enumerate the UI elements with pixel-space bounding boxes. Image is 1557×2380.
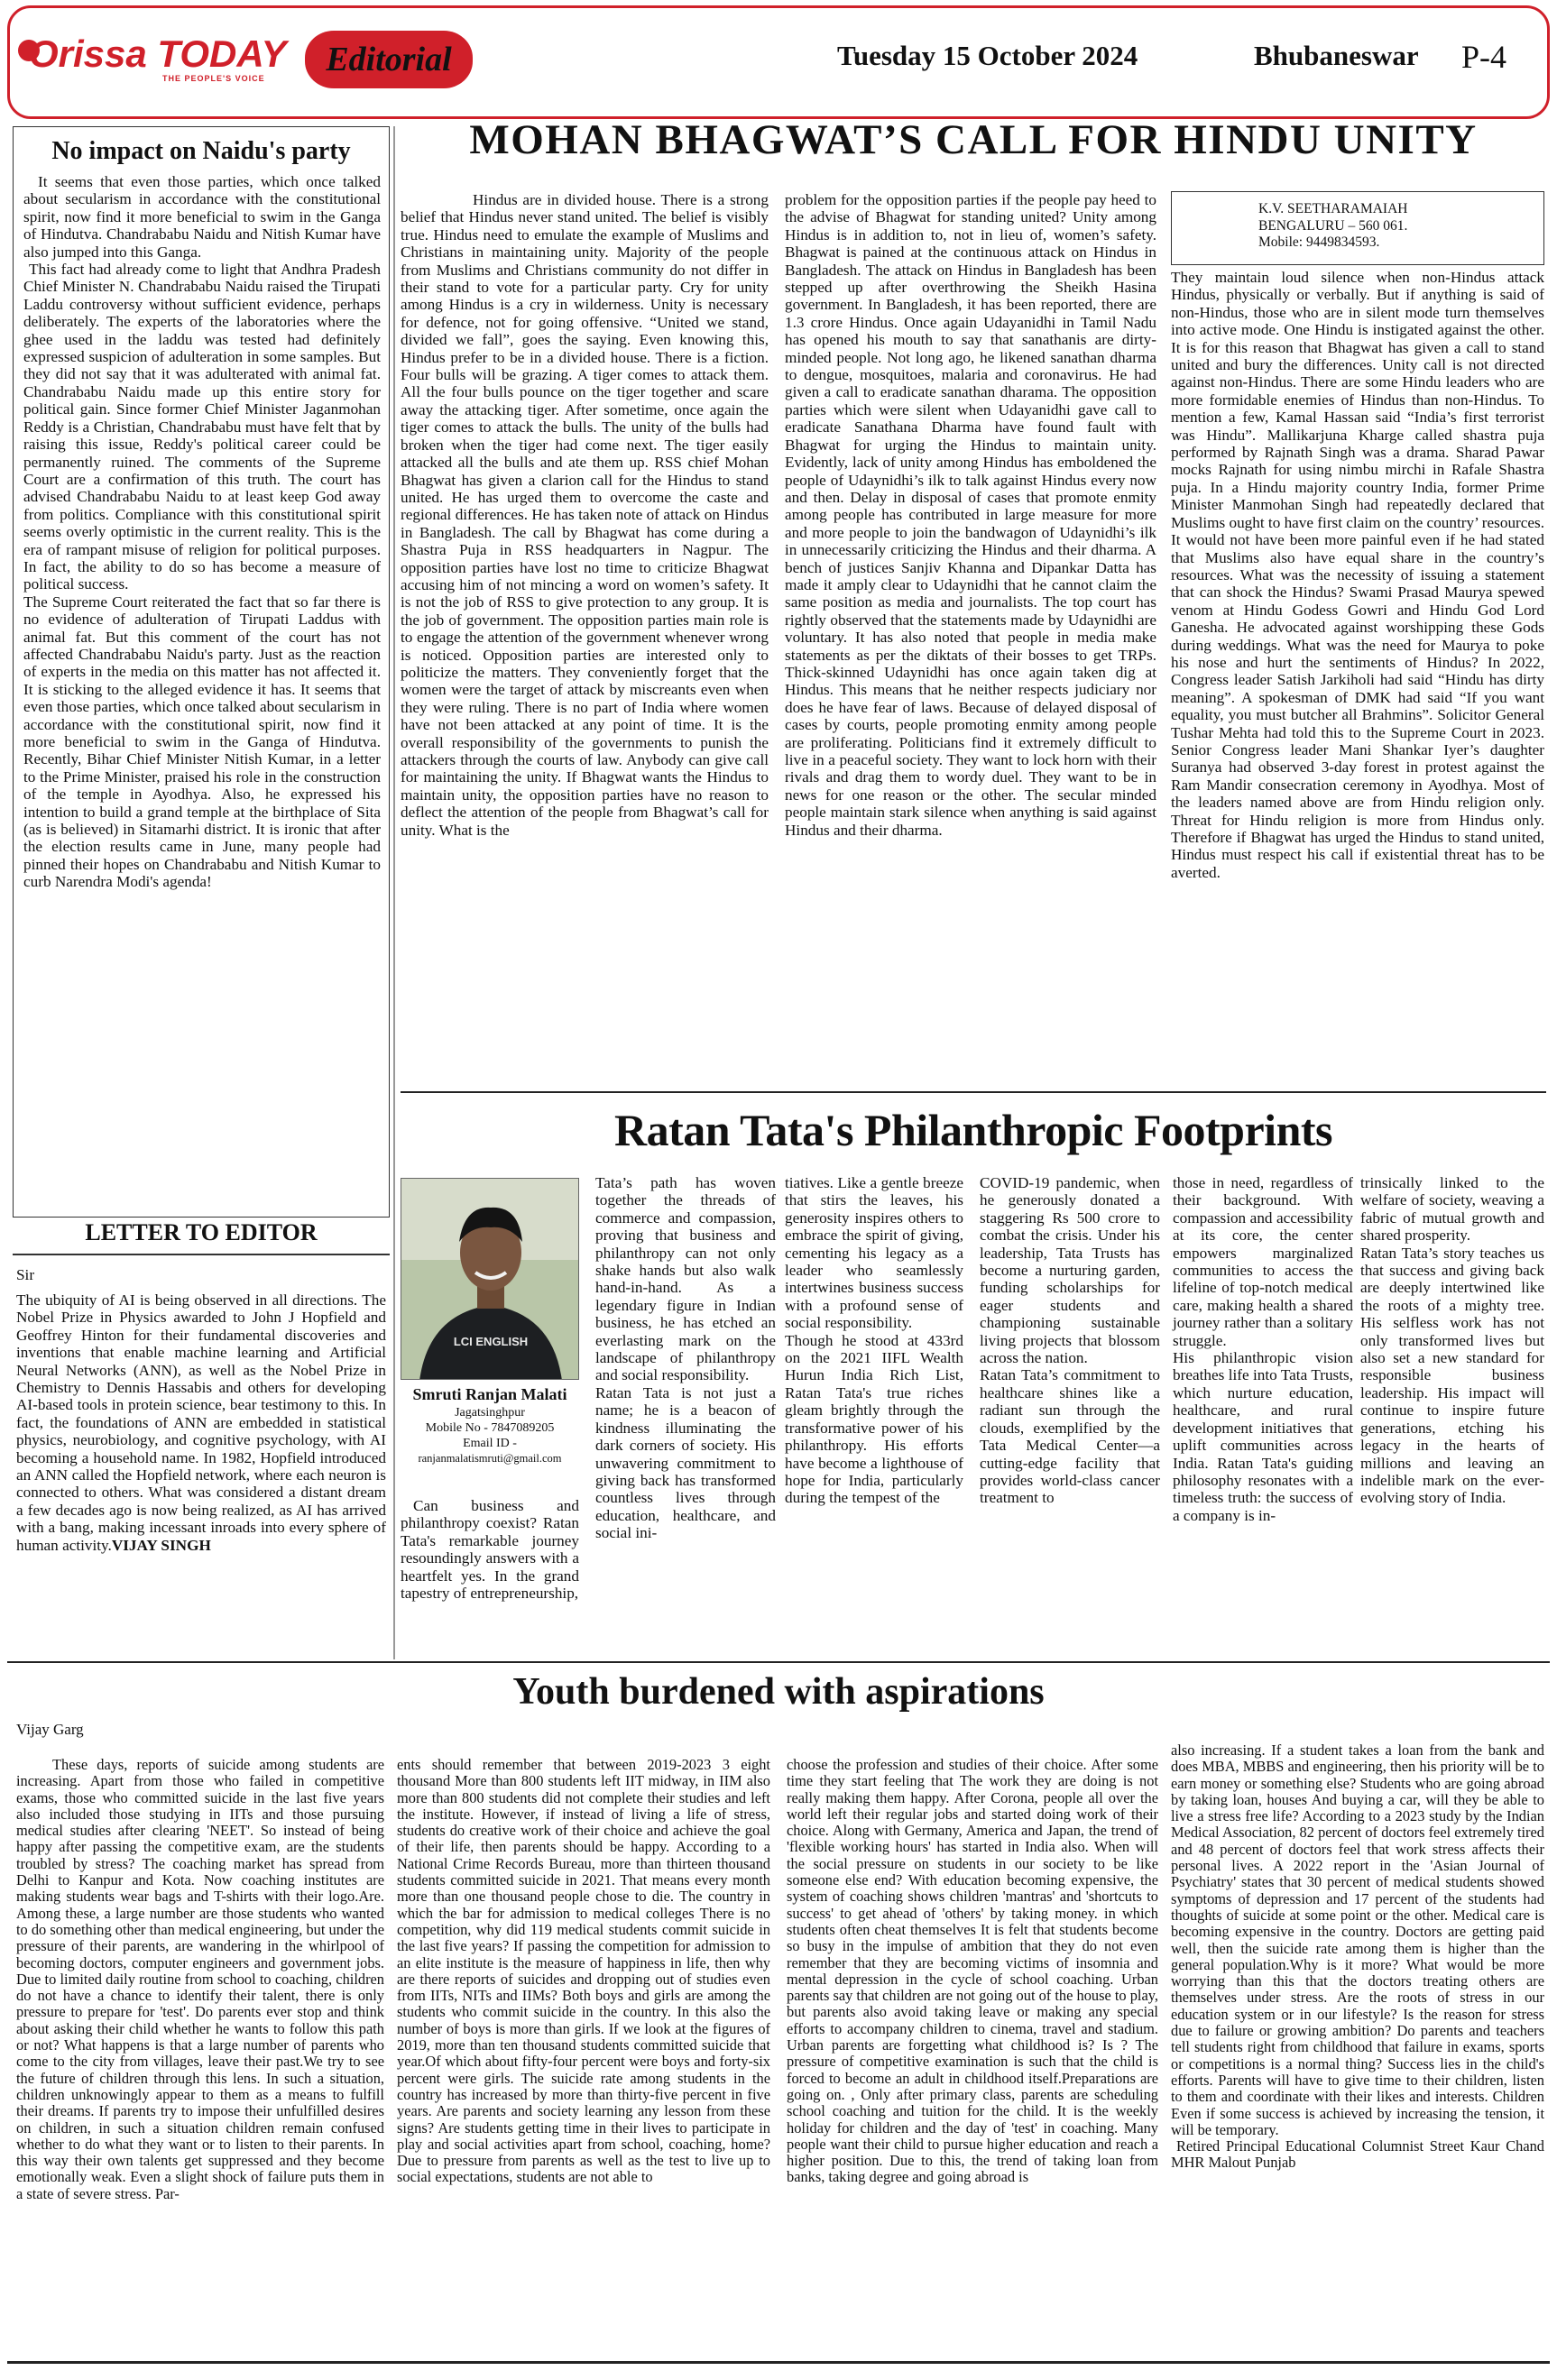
ratan-author-name: Smruti Ranjan Malati (412, 1385, 567, 1403)
naidu-paragraph: It seems that even those parties, which once talked about secularism in accordance with the constitutional spirit, now find it more beneficial to swim in the Ganga of Hindutva. Chandrababu Naidu and Nitish Kumar have also jumped into this Ganga. (23, 173, 381, 261)
youth-column-1: These days, reports of suicide among students are increasing. Apart from those who failed in competitive exams, those who committed suicide in the last five years also included those studying in IITs and those pursuing medical studies after clearing 'NEET'. So instead of being happy after passing the competitive exam, are the students troubled by stress? The coaching market has spread from Delhi to Kanpur and Kota. Now coaching institutes are making students wear bags and T-shirts with their logo.Are. Among these, a large number are those students who wanted to do something other than medical engineering, but under the pressure of their parents, are wandering in the whirlpool of becoming doctors, computer engineers and government jobs. Due to limited daily routine from school to coaching, children do not have a chance to identify their talent, there is only pressure to prepare for 'test'. Do parents ever stop and think about asking their child whether he wants to follow this path or not? What happens is that a large number of parents who come to the city from villages, leave their past.We try to see the future of children through this lens. In such a situation, children unknowingly appear to them as a means to fulfill their dreams. If parents try to impose their unfulfilled desires on children, in such a situation children remain confused whether to do what they want or to listen to their parents. In this way their own talents get suppressed and they become emotionally weak. Even a slight shock of failure puts them in a state of severe stress. Par- (16, 1756, 384, 2202)
logo-tagline: THE PEOPLE'S VOICE (162, 74, 265, 83)
newspaper-logo (29, 32, 287, 83)
divider (13, 1254, 390, 1255)
author-email-label: Email ID - (463, 1437, 517, 1450)
ratan-column-4: those in need, regardless of their background. With compassion and accessibility at its core, the center empowers marginalized communities to access the lifeline of top-notch medical care, making health a shared journey rather than a solitary struggle. His philanthropic vision breathes life into Tata Trusts, which nurture education, healthcare, and rural development initiatives that uplift communities across India. Ratan Tata's guiding philosophy resonates with a timeless truth: the success of a company is in- (1173, 1174, 1353, 1524)
youth-headline: Youth burdened with aspirations (512, 1671, 1045, 1713)
author-email: ranjanmalatismruti@gmail.com (418, 1452, 562, 1465)
edition-city: Bhubaneswar (1254, 40, 1419, 71)
author-photo (401, 1178, 579, 1380)
ratan-author-details (401, 1405, 579, 1466)
mohan-column-3: They maintain loud silence when non-Hindus attack Hindus, physically or verbally. But if anything is said of non-Hindus, those who are in silent mode turn themselves into active mode. One Hindu is instigated against the other. It is for this reason that Bhagwat has given a call to stand united and bury the differences. Unity call is not directed against non-Hindus. There are some Hindu leaders who are more formidable enemies of Hindus than non-Hindus. To mention a few, Kamal Hassan said “India’s first terrorist was Hindu”. Mallikarjuna Kharge called shastra puja performed by Rajnath Singh was a drama. Sharad Pawar mocks Rajnath for using nimbu mirchi in Rafale Shastra puja. In a Hindu majority country India, former Prime Minister Manmohan Singh had repeatedly declared that Muslims ought to have first claim on the country’ resources. It would not have been more painful even if he had stated that Muslims also have equal share in the country’s resources. What was the necessity of issuing a statement that can shock the Hindus? Swami Prasad Maurya spewed venom at Hindu Godess Gowri and Hindu God Lord Ganesha. He advocated against worshipping these Gods during weddings. What was the need for Maurya to poke his nose and hurt the sentiments of Hindus? In 2022, Congress leader Satish Jarkiholi had said “Hindu has dirty meaning”. A spokesman of DMK had said “If you want equality, you must butcher all Brahmins”. Solicitor General Tushar Mehta had told this to the Supreme Court in 2023. Senior Congress leader Mani Shankar Iyer’s daughter Suranya had observed 3-day forest in protest against the Ram Mandir consecration ceremony in Ayodhya. Most of the leaders named above are from Hindu religion only. Threat for Hindu religion is more from Hindus only. Therefore if Bhagwat has urged the Hindus to stand united, Hindus must respect his call if existential threat has to be averted. (1171, 269, 1545, 881)
youth-column-3: choose the profession and studies of their choice. After some time they start feeling that The work they are doing is not really making them happy. After Corona, people all over the world left their regular jobs and started doing work of their choice. Along with Germany, America and Japan, the trend of 'flexible working hours' has started in India also. When will the social pressure on students in our society to be like someone else end? With education becoming expensive, the system of coaching shows children 'mantras' and 'shortcuts to success' to get ahead of 'others' by taking money. in which students often cheat themselves It is felt that students become so busy in the impulse of ambition that they do not even remember that they are becoming victims of insomnia and mental depression in the cycle of school coaching. Urban parents say that children are not going out of the house to play, but parents also avoid taking leave or making any special efforts to accompany children to cinema, travel and stadium. Urban parents are forgetting what childhood is? Is ? The pressure of competitive examination is such that the child is forced to become an adult in childhood itself.Preparations are going on. , Only after primary class, parents are scheduling school coaching and tuition for the child. It is the weekly holiday for children and the day of 'test' in coaching. Many people want their child to pursue higher education and reach a higher position. Due to this, the trend of taking loan from banks, taking degree and going abroad is (787, 1756, 1158, 2186)
author-portrait-image (401, 1179, 579, 1380)
mohan-column-1: Hindus are in divided house. There is a strong belief that Hindus never stand united. The belief is visibly true. Hindus need to emulate the example of Muslims and Christians in maintaining unity. Majority of the people from Muslims and Christians community do not differ in their stand to vote for a particular party. Cry for unity among Hindus is a cry in wilderness. Unity is necessary for defence, not for going offensive. “United we stand, divided we fall”, goes the saying. Even knowing this, Hindus prefer to be in a divided house. There is a fiction. Four bulls will be grazing. A tiger comes to attack them. All the four bulls pounce on the tiger together and scare away the attacking tiger. After sometime, once again the tiger comes to attack the bulls. The unity of the bulls had broken when the tiger had come next. The tiger easily attacked all the bulls and ate them up. RSS chief Mohan Bhagwat has given a clarion call for the Hindus to stand united. He has urged them to overcome the caste and regional differences. He has taken note of attack on Hindus in Bangladesh. The call by Bhagwat has come during a Shastra Puja in RSS headquarters in Nagpur. The opposition parties have lost no time to criticize Bhagwat accusing him of not mincing a word on women’s safety. It is not the job of RSS to give protection to any group. It is the job of government. The opposition parties main role is to engage the attention of the government whenever wrong is noticed. Opposition parties are interested only to politicize the matters. They conveniently forget that the women were the target of attack by miscreants even when they were ruling. There is no part of India where women have not been attacked at any point of time. It is the overall responsibility of the governments to punish the attackers through the courts of law. Anybody can give call for maintaining the unity. If Bhagwat wants the Hindus to maintain unity, the opposition parties have no reason to deflect the attention of the people from Bhagwat’s call for unity. What is the (401, 191, 769, 839)
naidu-paragraph: This fact had already come to light that Andhra Pradesh Chief Minister N. Chandrababu Naidu raised the Tirupati Laddu controversy without sufficient evidence, perhaps deliberately. The experts of the laboratories where the ghee used in the laddu was tested had definitely expressed suspicion of adulteration in some samples. But they did not say that it was adulterated with animal fat. Chandrababu Naidu made up this entire story for political gain. Since former Chief Minister Jaganmohan Reddy is a Christian, Chandrababu must have felt that by raising this issue, Reddy's political career could be permanently ruined. The comments of the Supreme Court are a confirmation of this truth. The court has advised Chandrababu Naidu to at least keep God away from politics. Compliance with this constitutional spirit seems overly optimistic in the current reality. This is the era of rampant misuse of religion for political purposes. In fact, the ability to do so has become a measure of political success. (23, 261, 381, 593)
ratan-column-3: COVID-19 pandemic, when he generously donated a staggering Rs 500 crore to combat the crisis. Under his leadership, Tata Trusts has become a nurturing garden, funding scholarships for eager students and championing sustainable living projects that blossom across the nation. Ratan Tata’s commitment to healthcare shines like a radiant sun through the clouds, exemplified by the Tata Medical Center—a cutting-edge facility that provides world-class cancer treatment to (980, 1174, 1160, 1507)
column-divider (393, 126, 395, 1659)
mohan-headline: MOHAN BHAGWAT’S CALL FOR HINDU UNITY (469, 116, 1478, 163)
issue-date: Tuesday 15 October 2024 (837, 40, 1138, 71)
page-number: P-4 (1461, 39, 1507, 75)
ratan-column-5: trinsically linked to the welfare of society, weaving a fabric of mutual growth and shared prosperity. Ratan Tata’s story teaches us that success and giving back are deeply intertwined like the roots of a mighty tree. His selfless work has not only transformed lives but also set a new standard for responsible business leadership. His impact will continue to inspire future generations, etching his legacy in the hearts of millions and leaving an indelible mark on the ever-evolving story of India. (1360, 1174, 1544, 1507)
naidu-article-body (23, 173, 381, 891)
author-mobile: Mobile No - 7847089205 (425, 1421, 555, 1435)
letter-body (16, 1291, 386, 1554)
ratan-column-2: tiatives. Like a gentle breeze that stirs the leaves, his generosity inspires others to embrace the spirit of giving, cementing his legacy as a leader who seamlessly intertwines business success with a profound sense of social responsibility. Though he stood at 433rd on the 2021 IIFL Wealth Hurun India Rich List, Ratan Tata's true riches gleam brightly through the transformative power of his philanthropy. His efforts have become a lighthouse of hope for India, particularly during the tempest of the (785, 1174, 963, 1507)
mohan-author-box (1171, 191, 1544, 265)
youth-column-2: ents should remember that between 2019-2023 3 eight thousand More than 800 students left IIT midway, in IIM also more than 800 students did not complete their studies and left the institute. However, if instead of living a life of stress, students do creative work of their choice and achieve the goal of their life, then parents should be happy. According to a National Crime Records Bureau, more than thirteen thousand students committed suicide in 2021. That means every month more than one thousand people chose to die. The country in which the bar for admission to medical colleges There is no competition, why did 119 medical students commit suicide in the last five years? If passing the competition for admission to an elite institute is the measure of happiness in life, then why are there reports of suicides and dropping out of studies even from IITs, NITs and IIMs? Both boys and girls are among the students who commit suicide in the country. In this also the number of boys is more than girls. If we look at the figures of 2019, more than ten thousand students committed suicide that year.Of which about fifty-four percent were boys and forty-six percent were girls. The suicide rate among students in the country has increased by more than thirty-five percent in five years. Are parents and society learning any lesson from these signs? Are students getting time in their lives to participate in play and social activities apart from school, coaching, home? Due to pressure from parents as well as the test to live up to social expectations, students are not able to (397, 1756, 770, 2186)
page-bottom-rule (7, 2361, 1550, 2364)
logo-text: Orissa TODAY (29, 32, 287, 75)
letter-salutation: Sir (16, 1266, 35, 1283)
author-place: BENGALURU – 560 061. (1258, 217, 1408, 234)
letter-text: The ubiquity of AI is being observed in all directions. The Nobel Prize in Physics awarded to John J Hopfield and Geoffrey Hinton for their fundamental discoveries and inventions that enable machine learning and Artificial Neural Networks (ANN), as well as the Nobel Prize in Chemistry to Dennis Hassabis and others for developing AI-based tools in protein science, bear testimony to this. In fact, the foundations of ANN are embedded in statistical physics, neurobiology, and cognitive psychology, with AI becoming a household name. In 1982, Hopfield introduced an ANN called the Hopfield network, where each neuron is connected to others. What was considered a distant dream a few decades ago is now being realized, as AI has arrived with a bang, making incessant inroads into every sphere of human activity. (16, 1291, 386, 1554)
author-mobile: Mobile: 9449834593. (1258, 234, 1380, 250)
section-divider (7, 1661, 1550, 1663)
youth-column-4 (1171, 1742, 1544, 2172)
letter-signature: VIJAY SINGH (111, 1536, 211, 1554)
author-place: Jagatsinghpur (455, 1406, 525, 1420)
section-badge: Editorial (305, 31, 473, 88)
ratan-headline: Ratan Tata's Philanthropic Footprints (613, 1105, 1332, 1155)
naidu-paragraph: The Supreme Court reiterated the fact that so far there is no evidence of adulteration of Tirupati Laddus with animal fat. But this comment of the court has not affected Chandrababu Naidu's party. Just as the reaction of experts in the media on this matter has not affected it. It is sticking to the alleged evidence it has. It seems that even those parties, which once talked about secularism in accordance with the constitutional spirit, now find it more beneficial to swim in the Ganga of Hindutva. Recently, Bihar Chief Minister Nitish Kumar, in a letter to the Prime Minister, praised his role in the construction of the temple in Ayodhya. Also, he expressed his intention to build a grand temple at the birthplace of Sita (as is believed) in Sitamarhi district. It is ironic that after the election results came in June, many people had pinned their hopes on Chandrababu and Nitish Kumar to curb Narendra Modi's agenda! (23, 593, 381, 891)
youth-column-4-text: also increasing. If a student takes a loan from the bank and does MBA, MBBS and engineering, then his priority will be to earn money or something else? Students who are going abroad by taking loan, houses And buying a car, will they be able to live a stress free life? According to a 2023 study by the Indian Medical Association, 82 percent of doctors feel extremely tired and 48 percent of doctors feel that work stress affects their personal lives. A 2022 report in the 'Asian Journal of Psychiatry' states that 30 percent of medical students showed symptoms of depression and 17 percent of the students had thoughts of suicide at some point or the other. Medical care is becoming expensive in the country. Doctors are getting paid well, then the suicide rate among them is higher than the general population.Why is it more? What would be more worrying than this that the doctors treating others are themselves under stress. Are the roots of stress in our education system or in our lifestyle? Is the reason for stress due to failure or growing ambition? Do parents and teachers tell students right from childhood that failure in exams, sports or competitions is a normal thing? Success lies in the child's efforts. Parents will have to give time to their children, listen to them and coordinate with their likes and interests. Children Even if some success is achieved by increasing the tension, it will be temporary. (1171, 1741, 1544, 2138)
section-divider (401, 1091, 1546, 1093)
mohan-column-2: problem for the opposition parties if the people pay heed to the advise of Bhagwat for standing united? Unity among Hindus is in addition to, not in lieu of, women’s safety. Bhagwat is pained at the continuous attack on Hindus in Bangladesh. The attack on Hindus in Bangladesh has been stepped up after overthrowing the Sheikh Hasina government. In Bangladesh, it has been reported, there are 1.3 crore Hindus. Once again Udayanidhi in Tamil Nadu has opened his mouth to say that sanathanis are dirty-minded people. Not long ago, he likened sanathan dharma to dengue, mosquitoes, malaria and coronavirus. He had given a call to eradicate sanathan dharama. The opposition parties which were silent when Udayanidhi gave call to eradicate Sanathana Dharma have found fault with Bhagwat for urging the Hindus to maintain unity. Evidently, lack of unity among Hindus has emboldened the people of Udaynidhi’s ilk to talk against Hindus every now and then. Delay in disposal of cases that promote enmity among people has contributed in large measure for more and more people to join the bandwagon of Udaynidhi’s ilk in unnecessarily criticizing the Hindus and their dharma. A bench of justices Sanjiv Khanna and Dipankar Datta has made it amply clear to Udaynidhi that he cannot claim the same position as media and journalists. The top court has rightly observed that the statements made by Udaynidhi are voluntary. It has also noted that people in media make statements as per the diktats of their bosses to get TRPs. Thick-skinned Udaynidhi has once again taken dig at Hindus. This means that he neither respects judiciary nor does he have fear of laws. Because of delayed disposal of cases by courts, people promoting enmity among people are proliferating. Politicians find it extremely difficult to live in a peaceful society. They want to lock horn with their rivals and drag them to wordy duel. They want to be in news for one reason or the other. The secular minded people maintain stark silence when anything is said against Hindus and their dharma. (785, 191, 1156, 839)
naidu-headline: No impact on Naidu's party (51, 137, 351, 165)
shirt-print: LCI ENGLISH (453, 1335, 529, 1348)
author-name: K.V. SEETHARAMAIAH (1258, 201, 1408, 216)
youth-byline: Vijay Garg (16, 1721, 84, 1738)
ratan-column-1: Tata’s path has woven together the threads of commerce and compassion, proving that business and philanthropy can not only shake hands but also walk hand-in-hand. As a legendary figure in Indian business, he has etched an everlasting mark on the landscape of philanthropy and social responsibility. Ratan Tata is not just a name; he is a beacon of kindness illuminating the dark corners of society. His unwavering commitment to giving back has transformed countless lives through education, healthcare, and social ini- (595, 1174, 776, 1542)
youth-signoff: Retired Principal Educational Columnist Street Kaur Chand MHR Malout Punjab (1171, 2137, 1544, 2172)
ratan-column-0: Can business and philanthropy coexist? Ratan Tata's remarkable journey resoundingly answers with a heartfelt yes. In the grand tapestry of entrepreneurship, (401, 1497, 579, 1603)
letter-to-editor-heading: LETTER TO EDITOR (85, 1219, 318, 1245)
